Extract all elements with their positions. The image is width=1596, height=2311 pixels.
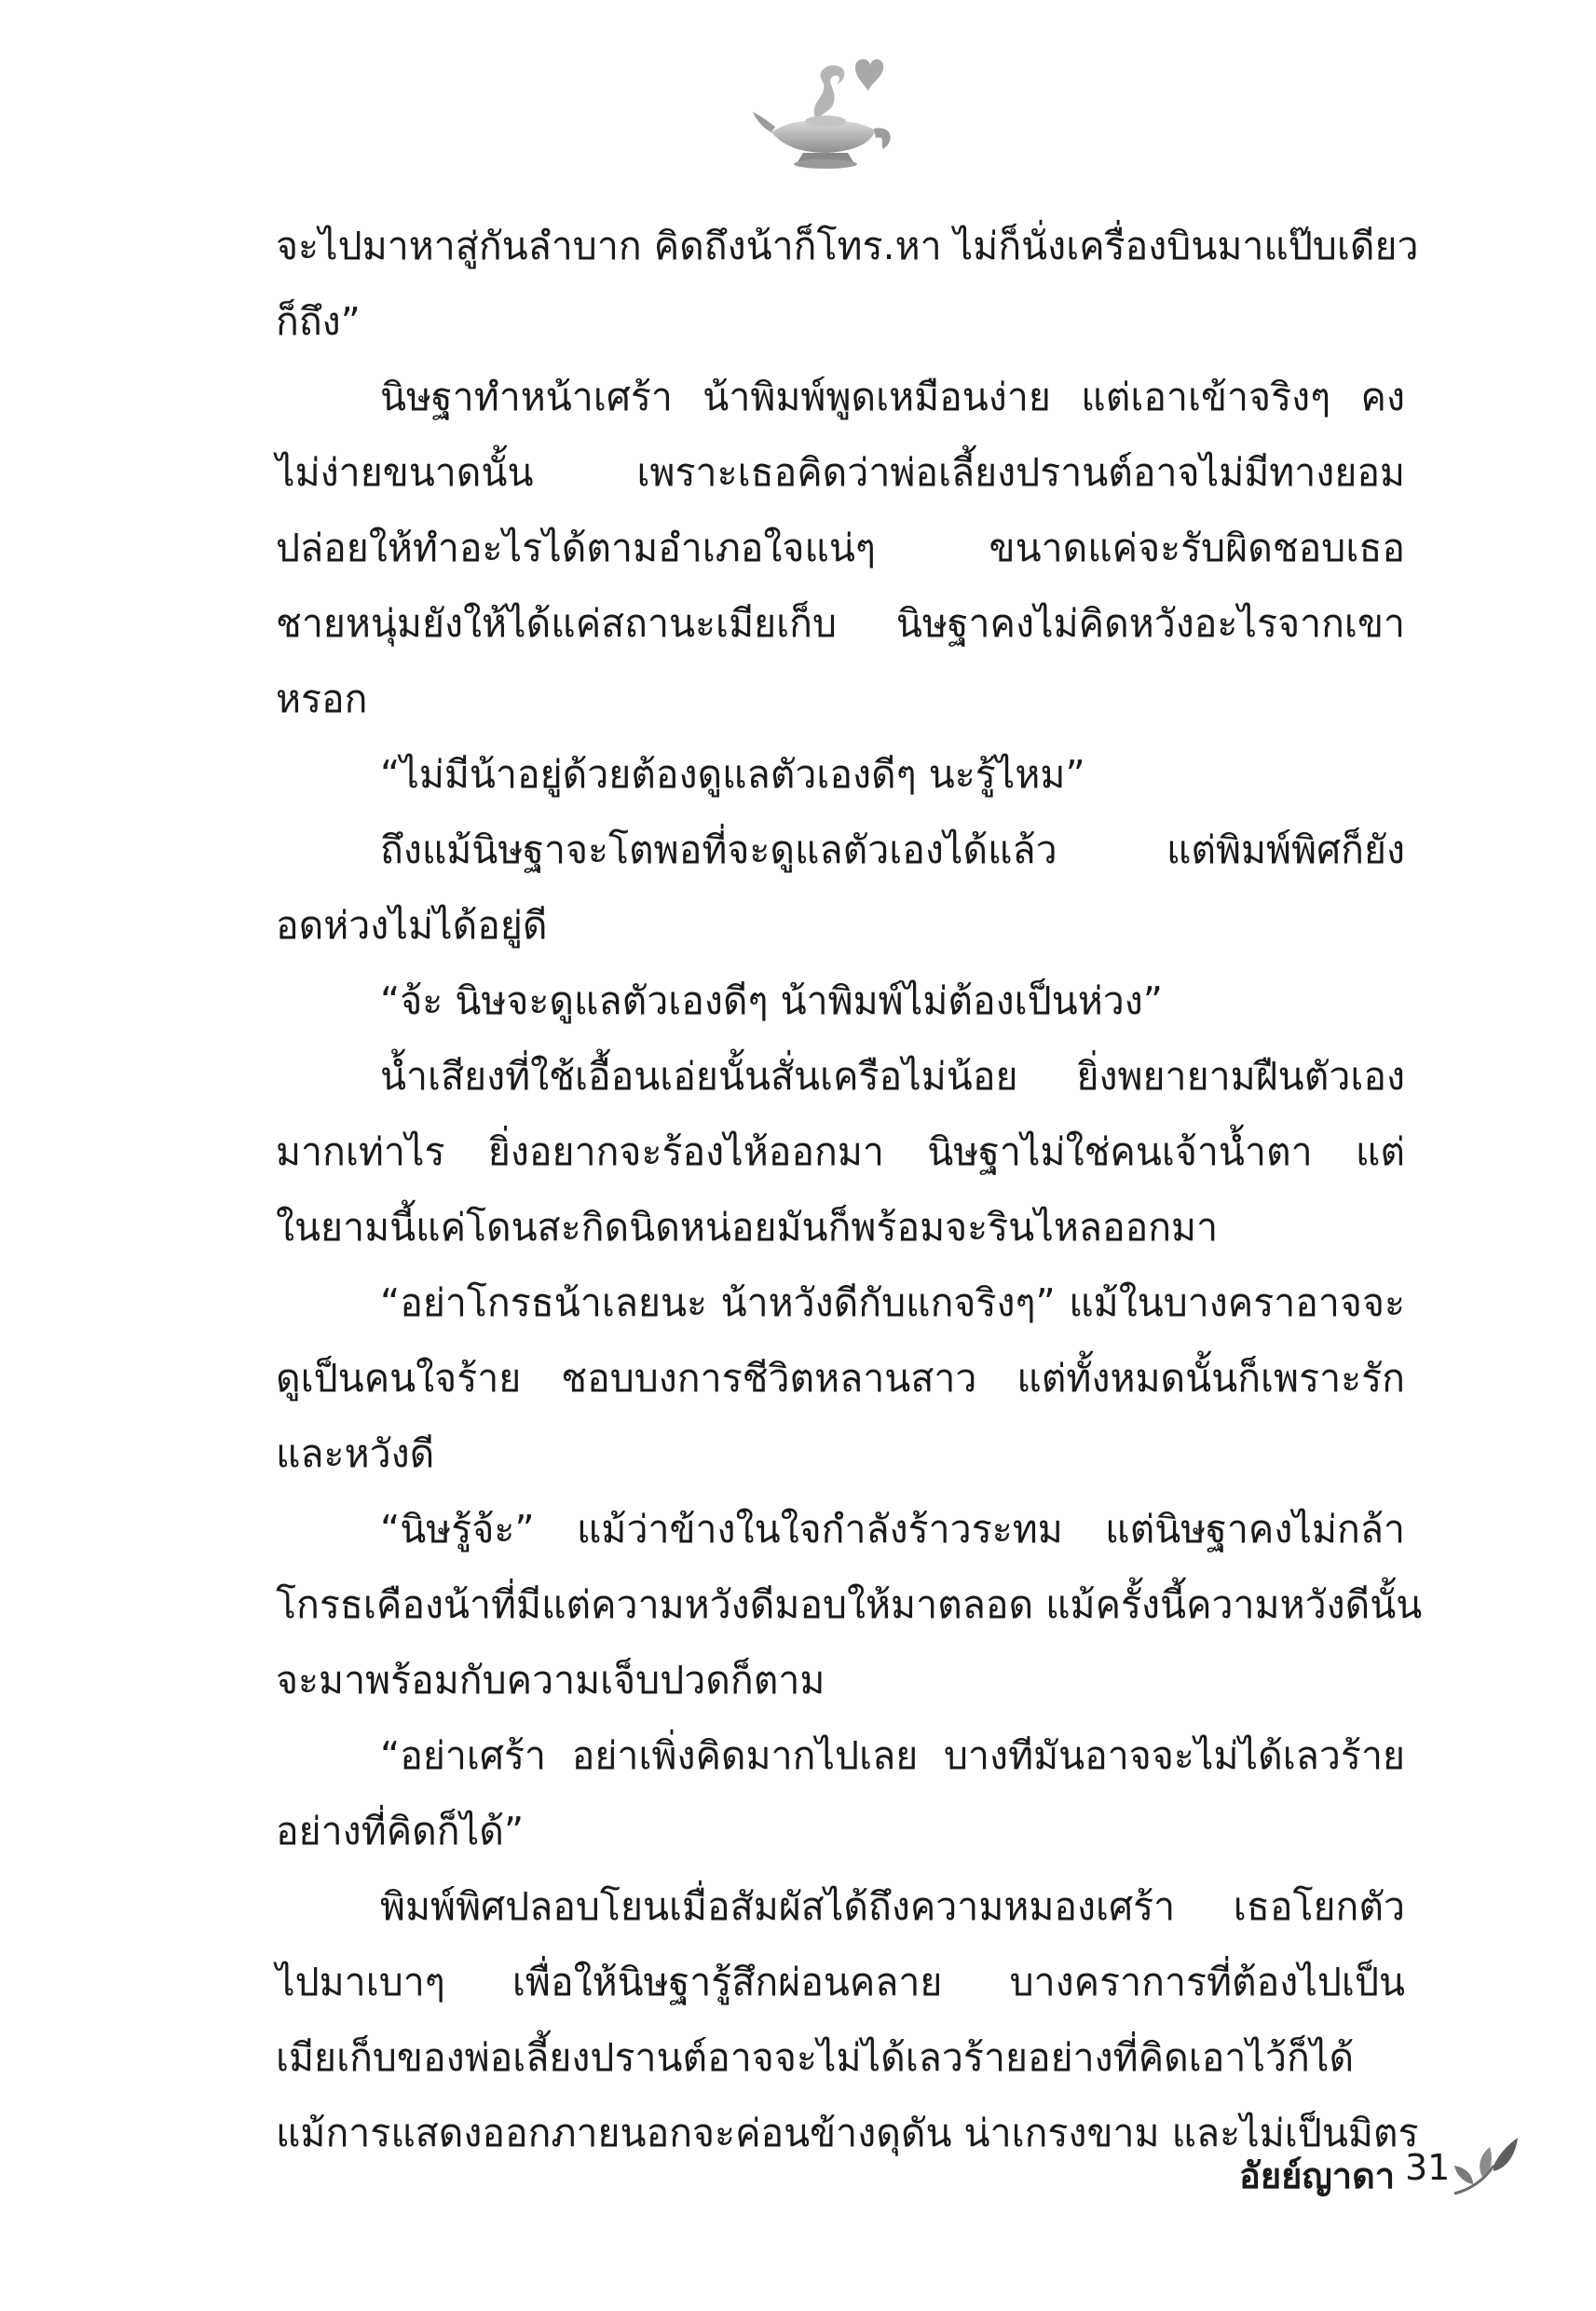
text-line: “ไม่มีน้าอยู่ด้วยต้องดูแลตัวเองดีๆ นะรู้ไหม” [380, 752, 1085, 797]
text-line: อดห่วงไม่ได้อยู่ดี [276, 903, 548, 948]
text-line: เมียเก็บของพ่อเลี้ยงปรานต์อาจจะไม่ได้เลวร้ายอย่างที่คิดเอาไว้ก็ได้ [276, 2035, 1355, 2080]
text-line: ชายหนุ่มยังให้ได้แค่สถานะเมียเก็บ นิษฐาคงไม่คิดหวังอะไรจากเขา [276, 601, 1405, 646]
text-line: ไปมาเบาๆ เพื่อให้นิษฐารู้สึกผ่อนคลาย บางคราการที่ต้องไปเป็น [276, 1960, 1405, 2004]
text-line: “อย่าเศร้า อย่าเพิ่งคิดมากไปเลย บางทีมันอาจจะไม่ได้เลวร้าย [380, 1733, 1405, 1778]
text-line: ถึงแม้นิษฐาจะโตพอที่จะดูแลตัวเองได้แล้ว แต่พิมพ์พิศก็ยัง [380, 827, 1405, 872]
text-line: จะไปมาหาสู่กันลำบาก คิดถึงน้าก็โทร.หา ไม่ก็นั่งเครื่องบินมาแป๊บเดียว [276, 224, 1419, 268]
text-line: แม้การแสดงออกภายนอกจะค่อนข้างดุดัน น่าเกรงขาม และไม่เป็นมิตร [276, 2111, 1419, 2155]
page-footer [1239, 2134, 1519, 2208]
text-line: น้ำเสียงที่ใช้เอื้อนเอ่ยนั้นสั่นเครือไม่น้อย ยิ่งพยายามฝืนตัวเอง [380, 1054, 1405, 1099]
author-name: อัยย์ญาดา [1239, 2155, 1396, 2196]
page-number: 31 [1405, 2147, 1451, 2188]
text-line: “จ้ะ นิษจะดูแลตัวเองดีๆ น้าพิมพ์ไม่ต้องเป็นห่วง” [380, 978, 1163, 1023]
text-line: และหวังดี [276, 1431, 435, 1476]
text-line: พิมพ์พิศปลอบโยนเมื่อสัมผัสได้ถึงความหมองเศร้า เธอโยกตัว [380, 1884, 1405, 1929]
body-text [276, 209, 1423, 2171]
tea-leaf-icon [1449, 2134, 1519, 2199]
text-line: หรอก [276, 677, 368, 721]
text-line: โกรธเคืองน้าที่มีแต่ความหวังดีมอบให้มาตลอด แม้ครั้งนี้ความหวังดีนั้น [276, 1582, 1423, 1627]
text-line: ก็ถึง” [276, 299, 361, 344]
text-line: มากเท่าไร ยิ่งอยากจะร้องไห้ออกมา นิษฐาไม่ใช่คนเจ้าน้ำตา แต่ [276, 1129, 1405, 1174]
text-line: ดูเป็นคนใจร้าย ชอบบงการชีวิตหลานสาว แต่ทั้งหมดนั้นก็เพราะรัก [276, 1356, 1405, 1401]
text-line: ในยามนี้แค่โดนสะกิดนิดหน่อยมันก็พร้อมจะรินไหลออกมา [276, 1205, 1219, 1250]
text-line: ปล่อยให้ทำอะไรได้ตามอำเภอใจแน่ๆ ขนาดแค่จะรับผิดชอบเธอ [276, 526, 1405, 570]
text-line: นิษฐาทำหน้าเศร้า น้าพิมพ์พูดเหมือนง่าย แต่เอาเข้าจริงๆ คง [380, 375, 1405, 419]
genie-lamp-icon [751, 47, 900, 177]
text-line: อย่างที่คิดก็ได้” [276, 1809, 525, 1853]
text-line: จะมาพร้อมกับความเจ็บปวดก็ตาม [276, 1658, 825, 1702]
text-line: “นิษรู้จ้ะ” แม้ว่าข้างในใจกำลังร้าวระทม แต่นิษฐาคงไม่กล้า [380, 1507, 1405, 1552]
text-line: ไม่ง่ายขนาดนั้น เพราะเธอคิดว่าพ่อเลี้ยงปรานต์อาจไม่มีทางยอม [276, 450, 1405, 495]
text-line: “อย่าโกรธน้าเลยนะ น้าหวังดีกับแกจริงๆ” แม้ในบางคราอาจจะ [380, 1280, 1405, 1325]
